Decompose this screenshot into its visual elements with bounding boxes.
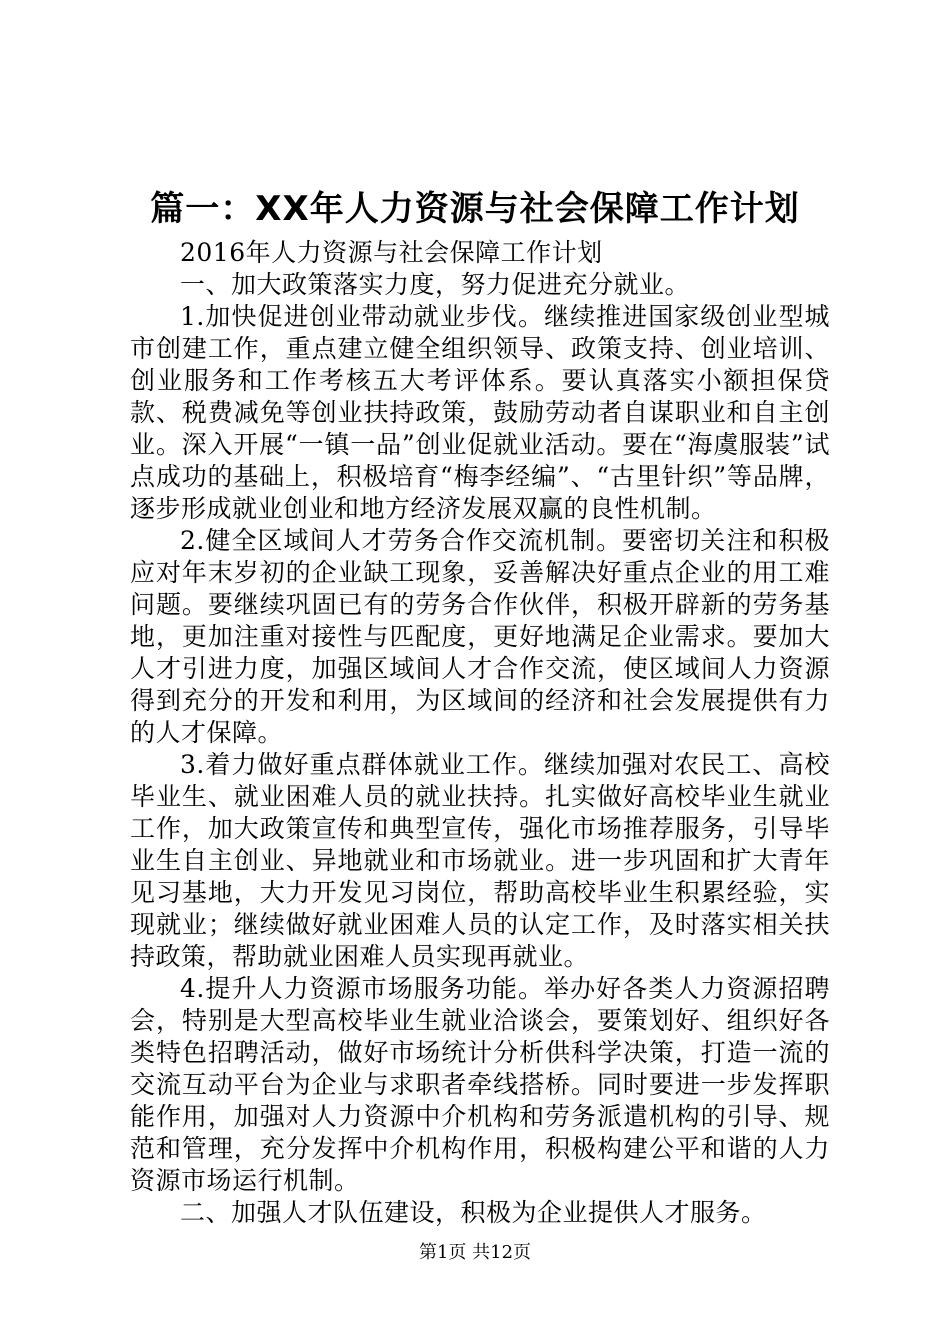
- subtitle-paragraph: 2016年人力资源与社会保障工作计划: [180, 238, 603, 267]
- section-heading-2: 二、加强人才队伍建设，积极为企业提供人才服务。: [180, 1198, 767, 1227]
- body-paragraph: 4.提升人力资源市场服务功能。举办好各类人力资源招聘会，特别是大型高校毕业生就业洽谈会，要策划好、组织好各类特色招聘活动，做好市场统计分析供科学决策，打造一流的交流互动平台为企业与求职者牵线搭桥。同时要进一步发挥职能作用，加强对人力资源中介机构和劳务派遣机构的引导、规范和管理，充分发挥中介机构作用，积极构建公平和谐的人力资源市场运行机制。: [130, 974, 830, 1195]
- body-paragraph: 2.健全区域间人才劳务合作交流机制。要密切关注和积极应对年末岁初的企业缺工现象，妥善解决好重点企业的用工难问题。要继续巩固已有的劳务合作伙伴，积极开辟新的劳务基地，更加注重对接性与匹配度，更好地满足企业需求。要加大人才引进力度，加强区域间人才合作交流，使区域间人力资源得到充分的开发和利用，为区域间的经济和社会发展提供有力的人才保障。: [130, 526, 830, 747]
- body-paragraph: 3.着力做好重点群体就业工作。继续加强对农民工、高校毕业生、就业困难人员的就业扶持。扎实做好高校毕业生就业工作，加大政策宣传和典型宣传，强化市场推荐服务，引导毕业生自主创业、异地就业和市场就业。进一步巩固和扩大青年见习基地，大力开发见习岗位，帮助高校毕业生积累经验，实现就业；继续做好就业困难人员的认定工作，及时落实相关扶持政策，帮助就业困难人员实现再就业。: [130, 750, 830, 971]
- section-heading-1: 一、加大政策落实力度，努力促进充分就业。: [180, 270, 691, 299]
- document-title: 篇一：XX年人力资源与社会保障工作计划: [150, 189, 800, 229]
- document-body: [130, 237, 830, 1229]
- body-paragraph: 1.加快促进创业带动就业步伐。继续推进国家级创业型城市创建工作，重点建立健全组织领导、政策支持、创业培训、创业服务和工作考核五大考评体系。要认真落实小额担保贷款、税费减免等创业扶持政策，鼓励劳动者自谋职业和自主创业。深入开展“一镇一品”创业促就业活动。要在“海虞服装”试点成功的基础上，积极培育“梅李经编”、“古里针织”等品牌，逐步形成就业创业和地方经济发展双赢的良性机制。: [130, 302, 830, 523]
- page-number-footer: 第1页 共12页: [418, 1242, 532, 1263]
